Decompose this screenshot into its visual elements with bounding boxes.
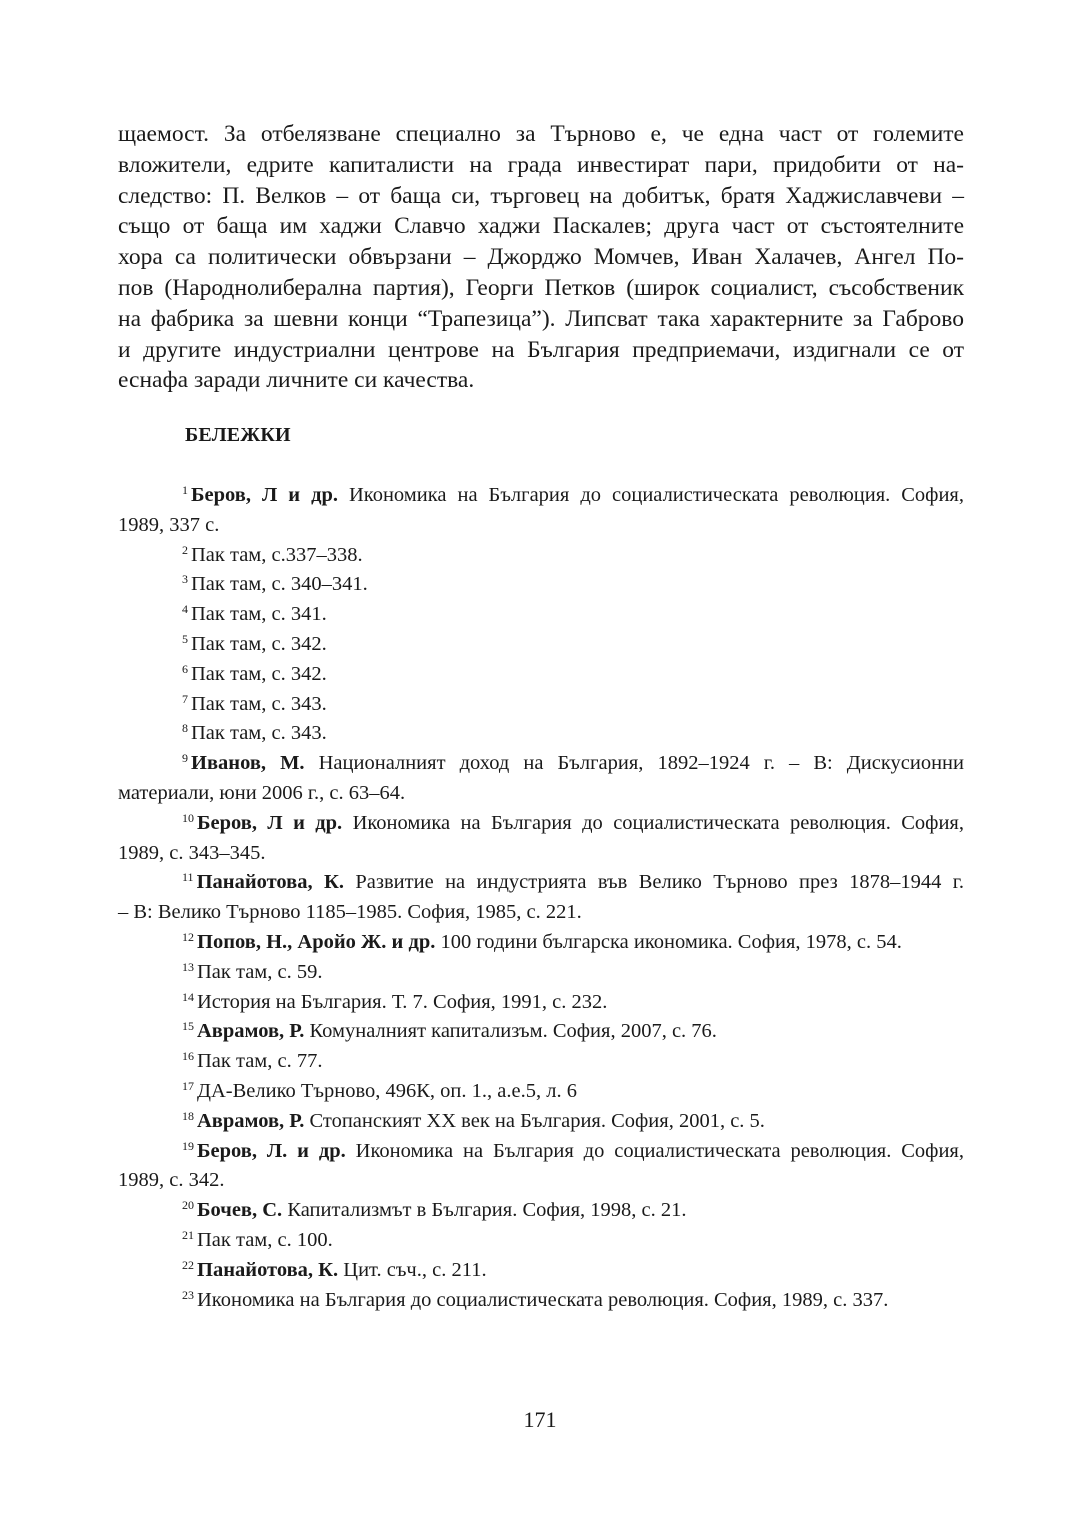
footnote-first-line: [118, 1256, 964, 1286]
footnote-first-line: [118, 928, 964, 958]
footnote: [118, 541, 964, 571]
body-line: еснафа заради личните си качества.: [118, 367, 475, 394]
footnote: [118, 749, 964, 809]
footnote: [118, 1196, 964, 1226]
footnote-text: Капитализмът в България. София, 1998, с. 21.: [282, 1199, 687, 1222]
footnote-number: 23: [182, 1287, 194, 1302]
body-line: и другите индустриални центрове на България предприемачи, издигнали се от: [118, 336, 964, 363]
footnote-continuation: 1989, с. 342.: [118, 1169, 225, 1192]
footnote: [118, 1077, 964, 1107]
footnote-first-line: [118, 541, 964, 571]
footnote-first-line: [118, 570, 964, 600]
footnote-text: Комуналният капитализъм. София, 2007, с. 76.: [304, 1020, 717, 1043]
footnote: [118, 1226, 964, 1256]
footnote-text: Пак там, с. 342.: [191, 632, 327, 655]
body-line: следство: П. Велков – от баща си, търговец на добитък, братя Хаджиславчеви –: [118, 182, 964, 209]
body-line: също от баща им хаджи Славчо хаджи Паскалев; друга част от състоятелните: [118, 213, 964, 240]
footnote-text: Икономика на България до социалистическата революция. София,: [345, 1139, 964, 1162]
footnote: [118, 928, 964, 958]
footnote: [118, 1286, 964, 1316]
footnote-continuation: 1989, 337 с.: [118, 513, 220, 536]
footnote-text: Пак там, с. 343.: [191, 692, 327, 715]
footnote-author: Бочев, С.: [197, 1199, 283, 1222]
footnote-text: Цит. съч., с. 211.: [338, 1258, 487, 1281]
footnote-first-line: [118, 1196, 964, 1226]
footnote-number: 21: [182, 1227, 194, 1242]
footnote-text: Пак там, с. 340–341.: [191, 573, 368, 596]
footnote-number: 5: [182, 631, 188, 646]
footnote-number: 1: [182, 483, 188, 497]
notes-list: [118, 481, 964, 1315]
footnote-number: 15: [182, 1019, 194, 1034]
footnote: [118, 958, 964, 988]
footnote-text: Националният доход на България, 1892–1924 г. – В: Дискусионни: [304, 752, 964, 775]
footnote-first-line: [118, 958, 964, 988]
footnote-number: 10: [182, 810, 194, 825]
page-number: 171: [523, 1407, 557, 1432]
footnote-first-line: [118, 749, 964, 779]
footnote: [118, 600, 964, 630]
footnote-number: 12: [182, 929, 194, 944]
body-line: вложители, едрите капиталисти на града инвестират пари, придобити от на-: [118, 151, 964, 178]
footnote: [118, 988, 964, 1018]
footnote-number: 8: [182, 721, 188, 736]
footnote-author: Беров, Л и др.: [197, 811, 343, 834]
footnote-continuation: – В: Велико Търново 1185–1985. София, 1985, с. 221.: [118, 901, 582, 924]
footnote: [118, 1017, 964, 1047]
footnote-first-line: [118, 868, 964, 898]
body-line: пов (Народнолиберална партия), Георги Петков (широк социалист, съсобственик: [118, 274, 964, 301]
footnote: [118, 809, 964, 869]
footnote-first-line: [118, 1286, 964, 1316]
footnote: [118, 660, 964, 690]
footnote-author: Беров, Л и др.: [191, 484, 338, 506]
footnote-number: 3: [182, 572, 188, 587]
footnote-first-line: [118, 1107, 964, 1137]
footnote-number: 16: [182, 1049, 194, 1064]
footnote-number: 22: [182, 1257, 194, 1272]
footnote-text: Икономика на България до социалистическата революция. София, 1989, с. 337.: [197, 1288, 889, 1311]
footnote: [118, 868, 964, 928]
footnote-number: 14: [182, 989, 194, 1004]
footnote-number: 17: [182, 1078, 194, 1093]
footnote-text: Пак там, с. 59.: [197, 960, 323, 983]
footnote-text: ДА-Велико Търново, 496К, оп. 1., а.е.5, л. 6: [197, 1079, 577, 1102]
footnote-text: Икономика на България до социалистическата революция. София,: [342, 811, 964, 834]
footnote-first-line: [118, 809, 964, 839]
footnote-number: 20: [182, 1198, 194, 1213]
footnote-text: Стопанският XX век на България. София, 2001, с. 5.: [304, 1109, 765, 1132]
footnote-first-line: [118, 481, 964, 511]
footnote-text: Пак там, с. 341.: [191, 603, 327, 626]
footnote-first-line: [118, 660, 964, 690]
footnote-author: Панайотова, К.: [196, 871, 344, 894]
footnote-number: 4: [182, 602, 188, 617]
footnote-continuation: материали, юни 2006 г., с. 63–64.: [118, 781, 406, 804]
footnote-number: 2: [182, 542, 188, 557]
footnote-text: Пак там, с. 77.: [197, 1050, 323, 1073]
footnote: [118, 481, 964, 541]
footnote-number: 18: [182, 1108, 194, 1123]
body-line: на фабрика за шевни конци “Трапезица”). Липсват така характерните за Габрово: [118, 305, 964, 332]
footnote: [118, 1137, 964, 1197]
footnote-first-line: [118, 719, 964, 749]
footnote-first-line: [118, 630, 964, 660]
footnote-text: Развитие на индустрията във Велико Търново през 1878–1944 г.: [344, 871, 964, 894]
footnote-author: Аврамов, Р.: [197, 1109, 305, 1132]
footnote: [118, 719, 964, 749]
footnote-author: Иванов, М.: [191, 752, 305, 775]
footnote-first-line: [118, 988, 964, 1018]
footnote: [118, 570, 964, 600]
footnote-author: Аврамов, Р.: [197, 1020, 305, 1043]
body-line: щаемост. За отбелязване специално за Търново е, че една част от големите: [118, 121, 964, 147]
notes-heading: БЕЛЕЖКИ: [185, 424, 291, 446]
footnote-first-line: [118, 690, 964, 720]
footnote: [118, 690, 964, 720]
footnote-first-line: [118, 1017, 964, 1047]
footnote-text: Пак там, с.337–338.: [191, 543, 363, 566]
body-paragraph: [118, 119, 964, 396]
footnote: [118, 1256, 964, 1286]
footnote-text: 100 години българска икономика. София, 1978, с. 54.: [435, 930, 902, 953]
footnote-first-line: [118, 1137, 964, 1167]
footnote-author: Попов, Н., Аройо Ж. и др.: [197, 930, 436, 953]
footnote-text: История на България. Т. 7. София, 1991, с. 232.: [197, 990, 608, 1013]
footnote-first-line: [118, 600, 964, 630]
footnote-number: 13: [182, 959, 194, 974]
footnote-number: 7: [182, 691, 188, 706]
footnote-text: Пак там, с. 343.: [191, 722, 327, 745]
footnote-text: Пак там, с. 100.: [197, 1228, 333, 1251]
footnote-number: 6: [182, 661, 188, 676]
footnote: [118, 1107, 964, 1137]
footnote: [118, 630, 964, 660]
footnote: [118, 1047, 964, 1077]
footnote-first-line: [118, 1077, 964, 1107]
footnote-number: 11: [182, 870, 194, 885]
footnote-continuation: 1989, с. 343–345.: [118, 841, 266, 864]
footnote-text: Икономика на България до социалистическата революция. София,: [337, 484, 964, 506]
footnote-number: 19: [182, 1138, 194, 1153]
footnote-text: Пак там, с. 342.: [191, 662, 327, 685]
footnote-number: 9: [182, 751, 188, 766]
footnote-author: Панайотова, К.: [197, 1258, 339, 1281]
body-line: хора са политически обвързани – Джорджо Момчев, Иван Халачев, Ангел По-: [118, 244, 964, 271]
footnote-first-line: [118, 1226, 964, 1256]
footnote-first-line: [118, 1047, 964, 1077]
footnote-author: Беров, Л. и др.: [197, 1139, 346, 1162]
